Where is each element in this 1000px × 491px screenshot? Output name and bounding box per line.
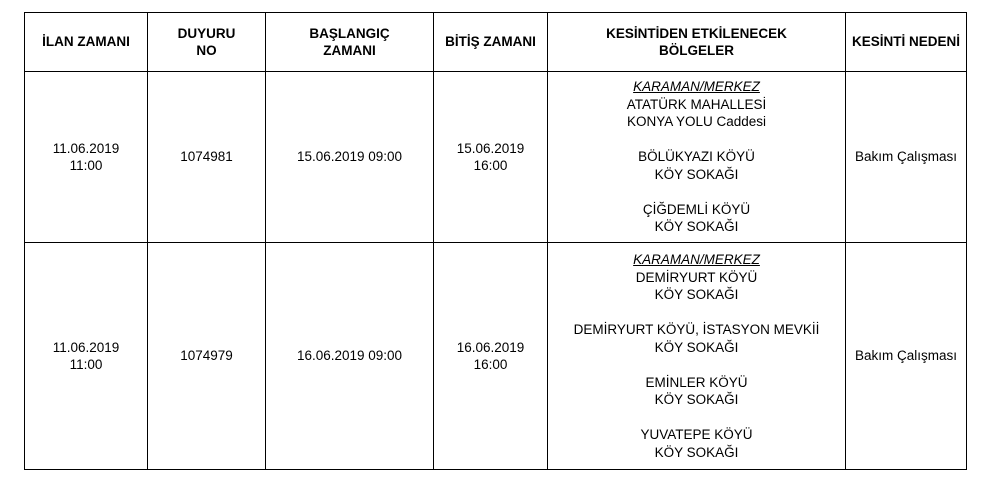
header-duyuru-no-line2: NO — [196, 43, 217, 58]
header-ilan-zamani — [25, 13, 148, 72]
baslangic-value: 15.06.2019 09:00 — [296, 149, 403, 165]
header-bolgeler — [548, 13, 846, 72]
header-bolgeler-line1: KESİNTİDEN ETKİLENECEK — [606, 25, 787, 41]
cell-ilan-zamani — [25, 243, 148, 470]
ilan-time: 11:00 — [69, 158, 103, 173]
region-name: KARAMAN/MERKEZ — [633, 252, 760, 267]
header-neden-label: KESİNTİ NEDENİ — [851, 34, 960, 50]
header-baslangic-line1: BAŞLANGIÇ — [309, 25, 390, 41]
area-name: BÖLÜKYAZI KÖYÜ — [638, 149, 755, 165]
bitis-date: 15.06.2019 — [456, 140, 525, 156]
area-street: KÖY SOKAĞI — [654, 339, 739, 355]
cell-neden — [846, 72, 967, 243]
area-street: KÖY SOKAĞI — [654, 287, 739, 302]
header-kesinti-nedeni — [846, 13, 967, 72]
cell-baslangic — [266, 243, 434, 470]
region-name: KARAMAN/MERKEZ — [633, 79, 760, 95]
duyuru-no-value: 1074979 — [180, 348, 233, 364]
ilan-date: 11.06.2019 — [52, 140, 120, 156]
area-spacer — [552, 131, 841, 149]
baslangic-value: 16.06.2019 09:00 — [296, 348, 403, 364]
header-row — [25, 13, 967, 72]
header-duyuru-no-line1: DUYURU — [177, 25, 236, 41]
area-street: KÖY SOKAĞI — [654, 444, 739, 460]
area-name: ATATÜRK MAHALLESİ — [626, 96, 767, 112]
area-name: EMİNLER KÖYÜ — [645, 374, 748, 390]
area-street: KÖY SOKAĞI — [654, 392, 739, 407]
header-bitis-zamani — [434, 13, 548, 72]
cell-duyuru-no — [148, 243, 266, 470]
neden-value: Bakım Çalışması — [854, 149, 958, 165]
area-street: KÖY SOKAĞI — [654, 166, 739, 182]
area-spacer — [552, 356, 841, 374]
bitis-time: 16:00 — [473, 357, 508, 372]
area-spacer — [552, 304, 841, 322]
bitis-time: 16:00 — [473, 158, 508, 173]
header-baslangic-line2: ZAMANI — [323, 43, 376, 58]
ilan-time: 11:00 — [69, 357, 103, 372]
header-bitis-label: BİTİŞ ZAMANI — [445, 34, 536, 50]
bitis-date: 16.06.2019 — [456, 339, 525, 355]
cell-bolgeler — [548, 243, 846, 470]
area-street: KONYA YOLU Caddesi — [626, 114, 767, 130]
header-baslangic-zamani — [266, 13, 434, 72]
area-name: ÇİĞDEMLİ KÖYÜ — [642, 201, 751, 217]
outage-table — [24, 12, 967, 470]
cell-neden — [846, 243, 967, 470]
cell-bitis — [434, 243, 548, 470]
neden-value: Bakım Çalışması — [854, 348, 958, 364]
header-ilan-zamani-label: İLAN ZAMANI — [42, 34, 130, 50]
area-spacer — [552, 183, 841, 201]
area-name: DEMİRYURT KÖYÜ, İSTASYON MEVKİİ — [573, 322, 820, 337]
cell-bitis — [434, 72, 548, 243]
area-name: YUVATEPE KÖYÜ — [640, 427, 753, 442]
area-street: KÖY SOKAĞI — [654, 219, 739, 235]
cell-baslangic — [266, 72, 434, 243]
area-spacer — [552, 409, 841, 427]
area-name: DEMİRYURT KÖYÜ — [635, 269, 758, 285]
duyuru-no-value: 1074981 — [180, 149, 233, 165]
header-duyuru-no — [148, 13, 266, 72]
table-row — [25, 243, 967, 470]
cell-ilan-zamani — [25, 72, 148, 243]
header-bolgeler-line2: BÖLGELER — [658, 43, 734, 58]
table-row — [25, 72, 967, 243]
cell-bolgeler — [548, 72, 846, 243]
cell-duyuru-no — [148, 72, 266, 243]
ilan-date: 11.06.2019 — [52, 339, 120, 355]
